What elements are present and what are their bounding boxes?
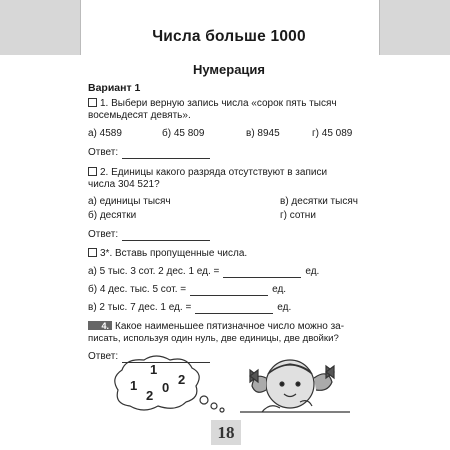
task4-badge-number: 4.: [101, 321, 109, 331]
task3-row-a-text: а) 5 тыс. 3 сот. 2 дес. 1 ед. =: [88, 266, 220, 277]
task2-answer-field[interactable]: [122, 231, 210, 241]
task2-question: [88, 167, 327, 179]
task3-row-a-unit: ед.: [305, 266, 320, 277]
task1-option-d[interactable]: г) 45 089: [312, 128, 353, 139]
digit-1a: 1: [150, 362, 158, 377]
task1-option-c[interactable]: в) 8945: [246, 128, 280, 139]
task1-question: [88, 98, 337, 110]
task3-row-b: [88, 284, 286, 296]
task4-badge[interactable]: [88, 321, 112, 330]
header-band-right: [380, 0, 450, 55]
task4-question: [88, 321, 344, 333]
task4-text-line2: писать, используя один нуль, две единицы, две двойки?: [88, 333, 339, 344]
task3-row-a: [88, 266, 319, 278]
task3-checkbox[interactable]: [88, 248, 97, 257]
task1-option-a[interactable]: а) 4589: [88, 128, 122, 139]
task1-option-b[interactable]: б) 45 809: [162, 128, 205, 139]
task2-option-c[interactable]: в) десятки тысяч: [280, 196, 358, 207]
task4-text-line1: Какое наименьшее пятизначное число можно за-: [115, 321, 345, 332]
task3-row-b-unit: ед.: [272, 284, 287, 295]
variant-label: Вариант 1: [88, 82, 141, 94]
girl-drawing: [240, 360, 350, 412]
task1-answer-field[interactable]: [122, 149, 210, 159]
task2-checkbox[interactable]: [88, 167, 97, 176]
task1-text-line1: 1. Выбери верную запись числа «сорок пять тысяч: [100, 98, 337, 109]
task3-heading: 3*. Вставь пропущенные числа.: [100, 248, 248, 259]
task3-row-a-field[interactable]: [223, 268, 301, 278]
page-number: 18: [217, 422, 235, 442]
task1-text-line2: восемьдесят девять».: [88, 110, 191, 121]
page-number-box: [211, 420, 241, 445]
task1-answer: [88, 147, 210, 159]
header-band-left: [0, 0, 80, 55]
task3-row-c-unit: ед.: [277, 302, 292, 313]
digit-2a: 2: [146, 388, 154, 403]
task3-question: [88, 248, 247, 260]
task2-text-line2: числа 304 521?: [88, 179, 160, 190]
task3-row-b-text: б) 4 дес. тыс. 5 сот. =: [88, 284, 187, 295]
task2-option-a[interactable]: а) единицы тысяч: [88, 196, 171, 207]
task3-row-c-text: в) 2 тыс. 7 дес. 1 ед. =: [88, 302, 192, 313]
digit-2b: 2: [178, 372, 186, 387]
illustration: [100, 352, 360, 420]
task1-answer-label: Ответ:: [88, 147, 119, 158]
section-title: Нумерация: [192, 62, 266, 77]
task2-text-line1: 2. Единицы какого разряда отсутствуют в записи: [100, 167, 328, 178]
page-title: Числа больше 1000: [152, 28, 306, 45]
task2-answer-label: Ответ:: [88, 229, 119, 240]
task2-answer: [88, 229, 210, 241]
digit-0: 0: [162, 380, 170, 395]
digit-1b: 1: [130, 378, 138, 393]
task2-option-d[interactable]: г) сотни: [280, 210, 316, 221]
task3-row-b-field[interactable]: [190, 286, 268, 296]
task1-checkbox[interactable]: [88, 98, 97, 107]
task3-row-c-field[interactable]: [195, 304, 273, 314]
task3-row-c: [88, 302, 291, 314]
task4-answer-label: Ответ:: [88, 351, 119, 362]
task2-option-b[interactable]: б) десятки: [88, 210, 137, 221]
